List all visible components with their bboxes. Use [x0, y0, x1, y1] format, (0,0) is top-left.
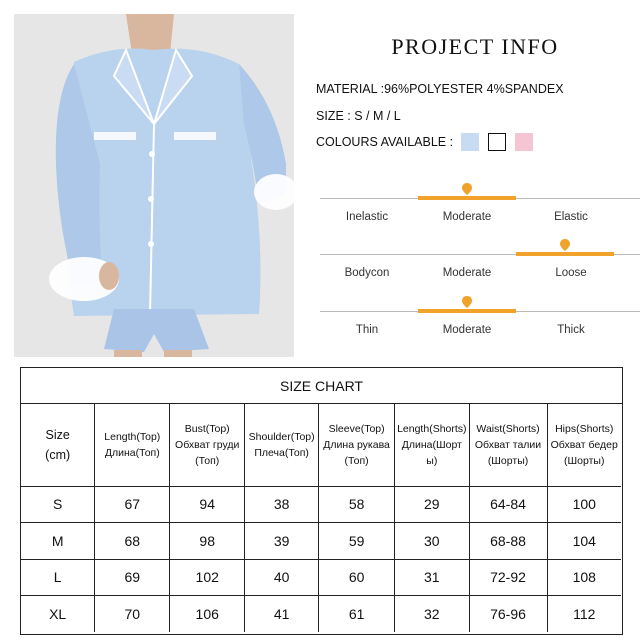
- scale-label: Thick: [557, 324, 585, 336]
- colour-swatch-white: [488, 133, 506, 151]
- table-cell: XL: [21, 596, 95, 633]
- scale-label: Moderate: [442, 267, 492, 279]
- scale-selected-segment: [418, 196, 516, 200]
- table-cell: 69: [95, 559, 170, 596]
- table-cell: 39: [245, 523, 319, 560]
- table-cell: 106: [170, 596, 245, 633]
- location-pin-icon: [462, 183, 472, 195]
- table-cell: 59: [319, 523, 395, 560]
- table-row: [21, 523, 621, 560]
- material-text: MATERIAL :96%POLYESTER 4%SPANDEX: [316, 82, 564, 96]
- project-info-title: PROJECT INFO: [391, 34, 559, 59]
- table-cell: 32: [395, 596, 469, 633]
- pajama-set-illustration: [14, 14, 294, 357]
- table-header-cell: Sleeve(Top) Длина рукава (Топ): [319, 404, 395, 486]
- table-cell: 94: [170, 486, 245, 523]
- size-chart: [20, 367, 623, 635]
- table-header-cell: Length(Top) Длина(Топ): [95, 404, 170, 486]
- colours-row: [316, 133, 533, 151]
- location-pin-icon: [462, 296, 472, 308]
- table-cell: 61: [319, 596, 395, 633]
- table-cell: 68: [95, 523, 170, 560]
- table-cell: 68-88: [469, 523, 547, 560]
- table-header-cell: Length(Shorts) Длина(Шорт ы): [395, 404, 469, 486]
- table-row: [21, 486, 621, 523]
- table-header-cell: Hips(Shorts) Обхват бедер (Шорты): [547, 404, 621, 486]
- table-cell: 72-92: [469, 559, 547, 596]
- table-cell: 29: [395, 486, 469, 523]
- table-cell: 64-84: [469, 486, 547, 523]
- colour-swatch-blue: [461, 133, 479, 151]
- product-photo: [14, 14, 294, 357]
- project-info-panel: [310, 0, 640, 360]
- table-row: [21, 596, 621, 633]
- scale-label: Loose: [555, 267, 587, 279]
- table-cell: 60: [319, 559, 395, 596]
- table-cell: 112: [547, 596, 621, 633]
- scale-label: Moderate: [442, 324, 492, 336]
- size-chart-table: [21, 404, 621, 632]
- colour-swatch-pink: [515, 133, 533, 151]
- size-chart-title: SIZE CHART: [21, 368, 622, 404]
- table-header-cell: Shoulder(Top) Плеча(Топ): [245, 404, 319, 486]
- table-row: [21, 559, 621, 596]
- table-header-cell: Bust(Top) Обхват груди (Топ): [170, 404, 245, 486]
- table-cell: 38: [245, 486, 319, 523]
- fit-scale: [320, 239, 640, 279]
- table-cell: 67: [95, 486, 170, 523]
- table-cell: M: [21, 523, 95, 560]
- scale-label: Elastic: [554, 211, 588, 223]
- table-cell: 30: [395, 523, 469, 560]
- scale-selected-segment: [418, 309, 516, 313]
- elasticity-scale: [320, 183, 640, 223]
- table-cell: 76-96: [469, 596, 547, 633]
- table-cell: 104: [547, 523, 621, 560]
- scale-selected-segment: [516, 252, 614, 256]
- scale-label: Thin: [355, 324, 379, 336]
- scale-label: Inelastic: [345, 211, 389, 223]
- table-header-cell: Waist(Shorts) Обхват талии (Шорты): [469, 404, 547, 486]
- table-cell: L: [21, 559, 95, 596]
- table-cell: 98: [170, 523, 245, 560]
- thickness-scale: [320, 296, 640, 336]
- scale-label: Bodycon: [344, 267, 390, 279]
- table-header-cell: Size (cm): [21, 404, 95, 486]
- table-cell: 41: [245, 596, 319, 633]
- table-cell: 108: [547, 559, 621, 596]
- table-cell: S: [21, 486, 95, 523]
- table-cell: 58: [319, 486, 395, 523]
- table-cell: 102: [170, 559, 245, 596]
- scale-label: Moderate: [442, 211, 492, 223]
- size-text: SIZE : S / M / L: [316, 109, 401, 123]
- table-cell: 40: [245, 559, 319, 596]
- location-pin-icon: [560, 239, 570, 251]
- table-header-row: [21, 404, 621, 486]
- table-cell: 100: [547, 486, 621, 523]
- table-cell: 70: [95, 596, 170, 633]
- colours-label: COLOURS AVAILABLE :: [316, 135, 454, 149]
- table-cell: 31: [395, 559, 469, 596]
